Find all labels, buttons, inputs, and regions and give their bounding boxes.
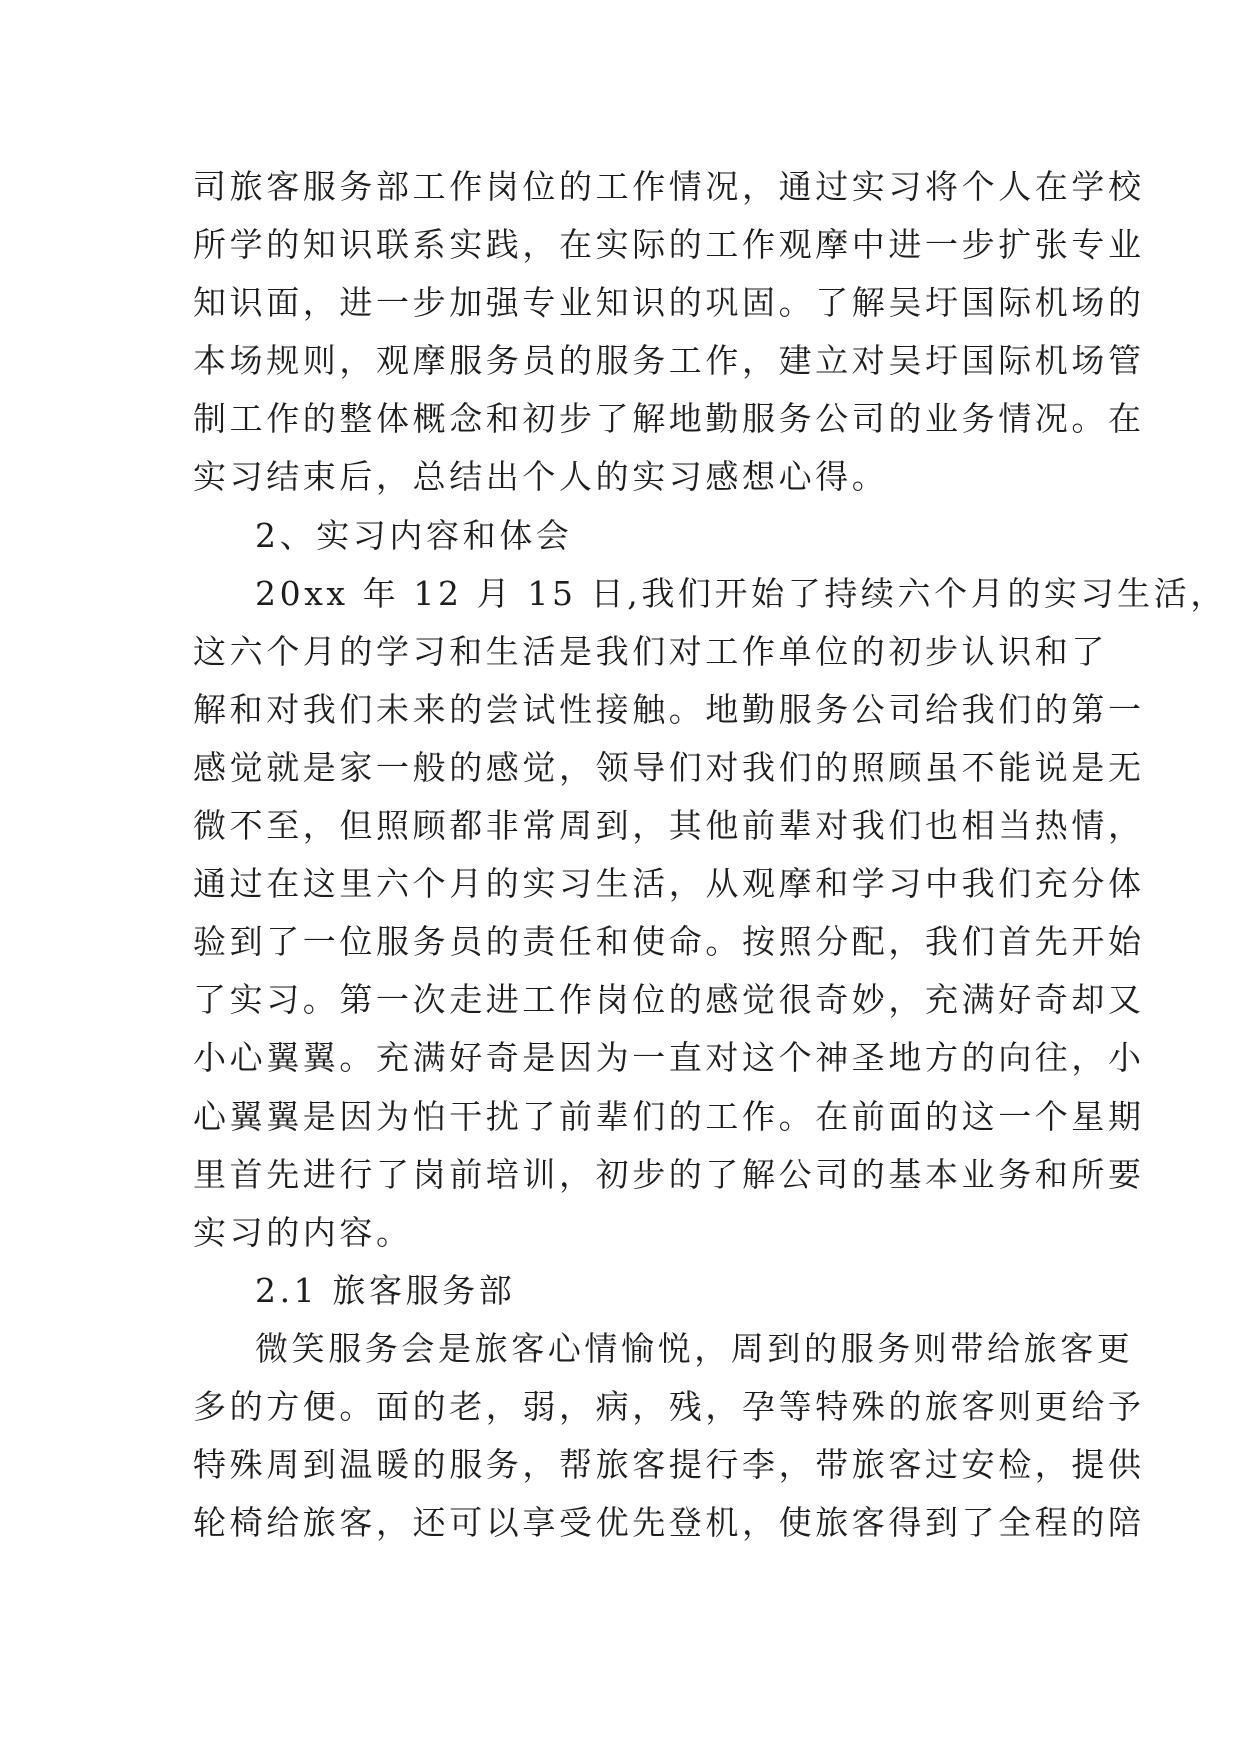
document-body — [193, 158, 1227, 1552]
text-line: 20xx 年 12 月 15 日,我们开始了持续六个月的实习生活， — [255, 573, 1227, 613]
text-line: 解和对我们未来的尝试性接触。地勤服务公司给我们的第一 — [193, 689, 1145, 729]
text-line: 多的方便。面的老，弱，病，残，孕等特殊的旅客则更给予 — [193, 1386, 1145, 1426]
section-heading: 2、实习内容和体会 — [255, 515, 573, 555]
text-line: 通过在这里六个月的实习生活，从观摩和学习中我们充分体 — [193, 864, 1145, 904]
text-line: 特殊周到温暖的服务，帮旅客提行李，带旅客过安检，提供 — [193, 1445, 1145, 1485]
text-line: 本场规则，观摩服务员的服务工作，建立对吴圩国际机场管 — [193, 341, 1145, 381]
text-line: 这六个月的学习和生活是我们对工作单位的初步认识和了 — [193, 631, 1108, 671]
text-line: 制工作的整体概念和初步了解地勤服务公司的业务情况。在 — [193, 399, 1145, 439]
text-line: 所学的知识联系实践，在实际的工作观摩中进一步扩张专业 — [193, 225, 1145, 265]
text-line: 心翼翼是因为怕干扰了前辈们的工作。在前面的这一个星期 — [193, 1096, 1145, 1136]
text-line: 司旅客服务部工作岗位的工作情况，通过实习将个人在学校 — [193, 167, 1145, 206]
text-line: 了实习。第一次走进工作岗位的感觉很奇妙，充满好奇却又 — [193, 980, 1145, 1020]
text-line: 里首先进行了岗前培训，初步的了解公司的基本业务和所要 — [193, 1154, 1145, 1194]
text-line: 微不至，但照顾都非常周到，其他前辈对我们也相当热情， — [193, 806, 1145, 846]
section-heading: 2.1 旅客服务部 — [255, 1270, 516, 1310]
text-line: 知识面，进一步加强专业知识的巩固。了解吴圩国际机场的 — [193, 283, 1145, 323]
text-line: 验到了一位服务员的责任和使命。按照分配，我们首先开始 — [193, 922, 1145, 962]
text-line: 感觉就是家一般的感觉，领导们对我们的照顾虽不能说是无 — [193, 747, 1145, 787]
text-line: 实习的内容。 — [193, 1212, 413, 1252]
text-line: 微笑服务会是旅客心情愉悦，周到的服务则带给旅客更 — [255, 1328, 1134, 1368]
text-line: 轮椅给旅客，还可以享受优先登机，使旅客得到了全程的陪 — [193, 1503, 1145, 1543]
text-line: 小心翼翼。充满好奇是因为一直对这个神圣地方的向往，小 — [193, 1038, 1145, 1078]
text-line: 实习结束后，总结出个人的实习感想心得。 — [193, 457, 889, 497]
